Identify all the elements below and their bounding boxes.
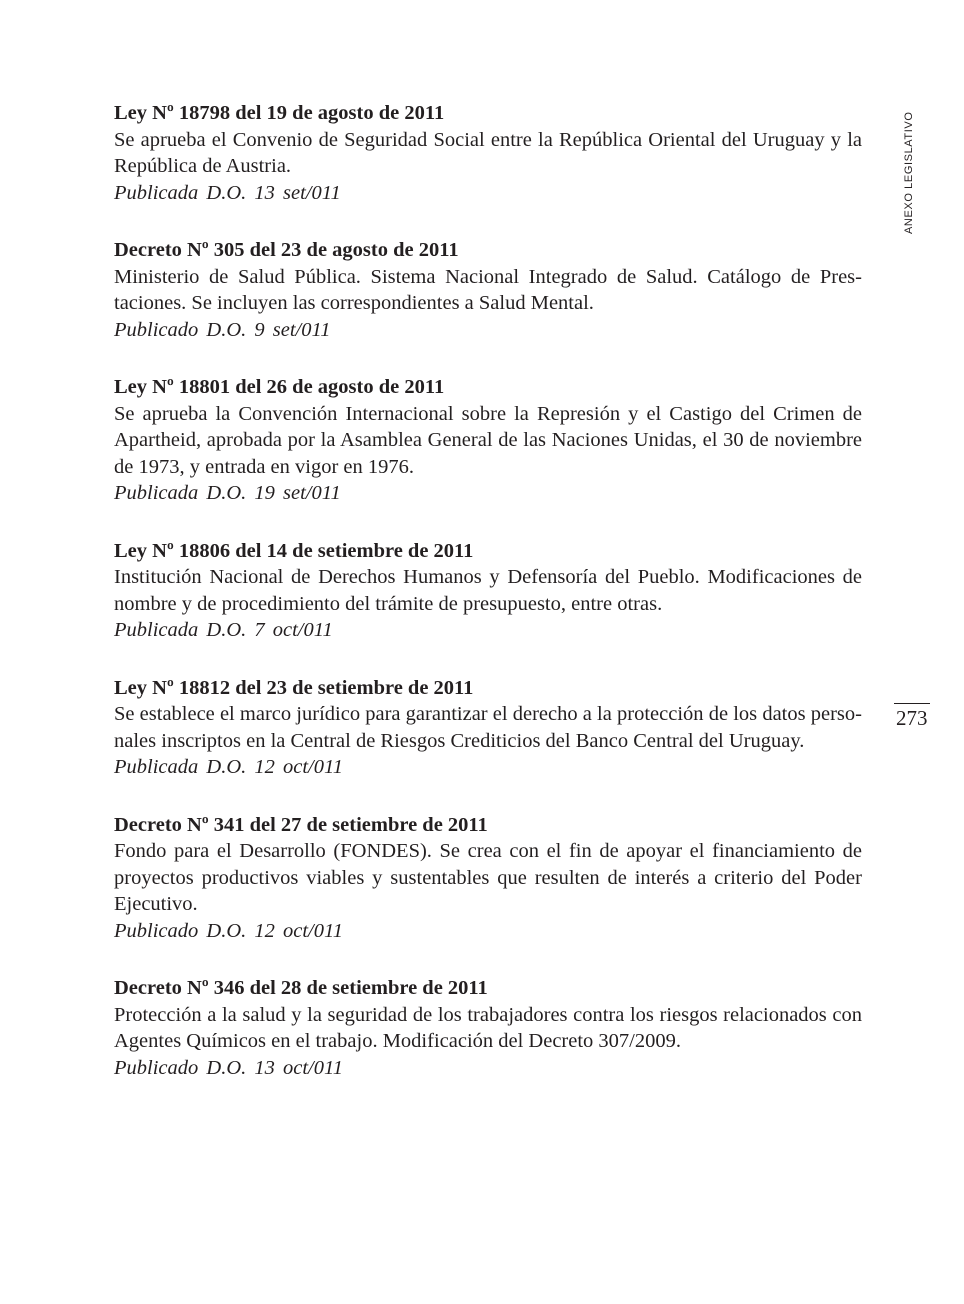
legislation-entry bbox=[114, 237, 862, 343]
entry-publication: Publicado D.O. 12 oct/011 bbox=[114, 919, 343, 942]
entry-title: Ley Nº 18801 del 26 de agosto de 2011 bbox=[114, 376, 445, 398]
legislation-entry bbox=[114, 675, 862, 781]
entry-publication: Publicado D.O. 13 oct/011 bbox=[114, 1056, 343, 1079]
entry-title: Ley Nº 18812 del 23 de setiembre de 2011 bbox=[114, 676, 474, 699]
entry-description: Fondo para el Desarrollo (FONDES). Se crea con el fin de apoyar el financiamiento de proyectos productivos viables y sustentables que resulten de interés a criterio del Poder Ejecutivo. bbox=[114, 840, 862, 915]
section-side-label bbox=[903, 104, 917, 239]
entry-publication: Publicada D.O. 7 oct/011 bbox=[114, 619, 333, 641]
entry-publication: Publicada D.O. 12 oct/011 bbox=[114, 756, 343, 778]
section-side-label-text: ANEXO LEGISLATIVO bbox=[903, 111, 915, 234]
entry-title: Decreto Nº 341 del 27 de setiembre de 2011 bbox=[114, 813, 488, 836]
entry-title: Ley Nº 18806 del 14 de setiembre de 2011 bbox=[114, 539, 474, 562]
entry-description: Se aprueba la Convención Internacional sobre la Represión y el Castigo del Crimen de Apartheid, aprobada por la Asamblea General de las Naciones Unidas, el 30 de noviembre de 1973, y entrada en vigor en 1976. bbox=[114, 402, 862, 478]
entry-description: Ministerio de Salud Pública. Sistema Nacional Integrado de Salud. Catálogo de Prestaciones. Se incluyen las correspondientes a Salud Mental. bbox=[114, 265, 862, 314]
legislation-entry bbox=[114, 374, 862, 507]
legislation-entry bbox=[114, 538, 862, 644]
legislation-entry bbox=[114, 975, 862, 1081]
entry-description: Institución Nacional de Derechos Humanos y Defensoría del Pueblo. Modificaciones de nombre y de procedimiento del trámite de presupuesto, entre otras. bbox=[114, 566, 862, 615]
entry-publication: Publicada D.O. 13 set/011 bbox=[114, 181, 341, 204]
entry-description: Se aprueba el Convenio de Seguridad Social entre la República Oriental del Uruguay y la República de Austria. bbox=[114, 128, 862, 177]
page-number-rule bbox=[894, 703, 930, 704]
entry-description: Se establece el marco jurídico para garantizar el derecho a la protección de los datos personales inscriptos en la Central de Riesgos Crediticios del Banco Central del Uruguay. bbox=[114, 703, 862, 752]
entry-title: Ley Nº 18798 del 19 de agosto de 2011 bbox=[114, 102, 445, 124]
entry-publication: Publicado D.O. 9 set/011 bbox=[114, 318, 331, 341]
entry-title: Decreto Nº 305 del 23 de agosto de 2011 bbox=[114, 239, 459, 261]
legislation-list bbox=[114, 100, 862, 1112]
entry-title: Decreto Nº 346 del 28 de setiembre de 2011 bbox=[114, 977, 488, 999]
legislation-entry bbox=[114, 812, 862, 945]
page-number: 273 bbox=[896, 706, 928, 730]
entry-description: Protección a la salud y la seguridad de los trabajadores contra los riesgos relacionados con Agentes Químicos en el trabajo. Modificación del Decreto 307/2009. bbox=[114, 1003, 862, 1052]
entry-publication: Publicada D.O. 19 set/011 bbox=[114, 482, 341, 504]
legislation-entry bbox=[114, 100, 862, 206]
